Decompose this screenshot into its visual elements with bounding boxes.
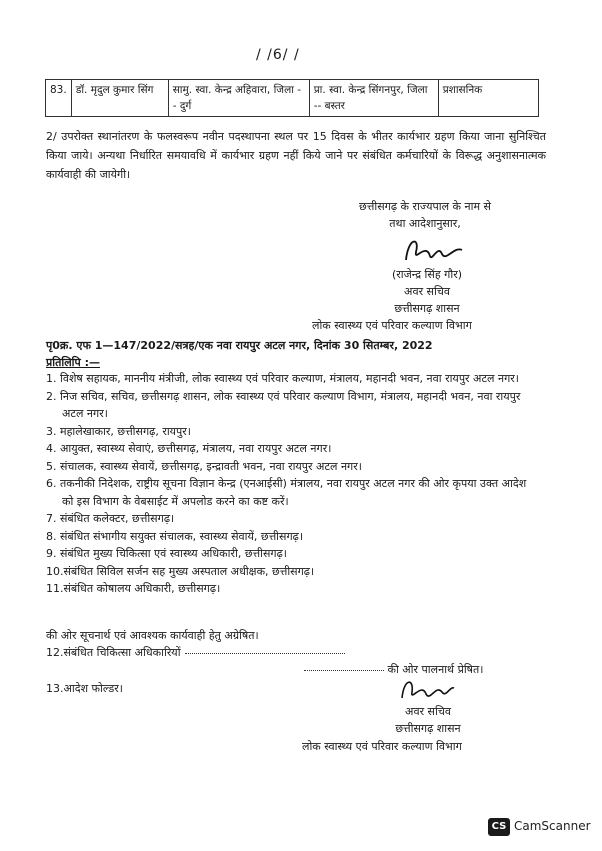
list-item: 9. संबंधित मुख्य चिकित्सा एवं स्वास्थ्य अधिकारी, छत्तीसगढ़। [46,547,287,560]
list-item: 4. आयुक्त, स्वास्थ्य सेवाएं, छत्तीसगढ़, मंत्रालय, नवा रायपुर अटल नगर। [46,442,332,455]
name-cell: डॉ. मृदुल कुमार सिंग [71,80,168,117]
signatory-2-designation: अवर सचिव [405,705,451,718]
signatory-name: (राजेन्द्र सिंह गौर) [392,268,462,281]
table-row [46,80,539,117]
instruction-paragraph: 2/ उपरोक्त स्थानांतरण के फलस्वरूप नवीन पदस्थापना स्थल पर 15 दिवस के भीतर कार्यभार ग्रहण किया जाना सुनिश्चित किया जाये। अन्यथा निर्धारित समयावधि में कार्यभार ग्रहण नहीं किये जाने पर संबंधित कर्मचारियों के विरूद्ध अनुशासनात्मक कार्यवाही की जायेगी। [46,130,546,181]
forward-note: की ओर सूचनार्थ एवं आवश्यक कार्यवाही हेतु अग्रेषित। [46,629,259,642]
camscanner-logo-icon: CS [488,818,510,836]
copy-list [46,370,536,598]
signatory-2-govt: छत्तीसगढ़ शासन [395,722,461,735]
signatory-1-dept: लोक स्वास्थ्य एवं परिवार कल्याण विभाग [312,319,472,332]
copy-heading: प्रतिलिपि :— [46,356,101,369]
transfer-table [45,79,539,117]
item-12 [46,644,556,661]
list-item: 3. महालेखाकार, छत्तीसगढ़, रायपुर। [46,424,191,438]
reason-cell: प्रशासनिक [438,80,538,117]
list-item: 5. संचालक, स्वास्थ्य सेवायें, छत्तीसगढ़, इन्द्रावती भवन, नवा रायपुर अटल नगर। [46,459,362,473]
from-cell: सामु. स्वा. केन्द्र अहिवारा, जिला -- दुर्ग [168,80,309,117]
serial-cell: 83. [46,80,72,117]
list-item: 2. निज सचिव, सचिव, छत्तीसगढ़ शासन, लोक स्वास्थ्य एवं परिवार कल्याण विभाग, मंत्रालय, महानदी भवन, नवा रायपुर अटल नगर। [46,389,521,420]
order-line: तथा आदेशानुसार, [389,217,461,230]
list-item: 1. विशेष सहायक, माननीय मंत्रीजी, लोक स्वास्थ्य एवं परिवार कल्याण, मंत्रालय, महानदी भवन, नवा रायपुर अटल नगर। [46,372,519,385]
signature-2 [396,672,456,706]
signatory-2-details [368,703,488,737]
order-reference: पृ0क्र. एफ 1—147/2022/सत्रह/एक नवा रायपुर अटल नगर, दिनांक 30 सितम्बर, 2022 [46,339,433,352]
list-item: 7. संबंधित कलेक्टर, छत्तीसगढ़। [46,512,175,525]
page-number: / /6/ / [256,47,300,63]
signature-1 [398,232,468,268]
dotted-fill [304,670,384,671]
signatory-govt: छत्तीसगढ़ शासन [394,302,460,315]
signatory-1-details [352,266,502,317]
list-item: 10.संबंधित सिविल सर्जन सह मुख्य अस्पताल अधीक्षक, छत्तीसगढ़। [46,564,315,578]
item-12-text: 12.संबंधित चिकित्सा अधिकारियों [46,646,181,659]
item-12-tail: की ओर पालनार्थ प्रेषित। [387,663,484,676]
item-13: 13.आदेश फोल्डर। [46,682,123,695]
list-item: 6. तकनीकी निदेशक, राष्ट्रीय सूचना विज्ञान केन्द्र (एनआईसी) मंत्रालय, नवा रायपुर अटल नगर की ओर कृपया उक्त आदेश को इस विभाग के वेबसाईट में अपलोड करने का कष्ट करें। [46,477,527,508]
to-cell: प्रा. स्वा. केन्द्र सिंगनपुर, जिला -- बस्तर [309,80,438,117]
signatory-block-1 [330,198,520,232]
authority-line: छत्तीसगढ़ के राज्यपाल के नाम से [359,200,491,213]
list-item: 11.संबंधित कोषालय अधिकारी, छत्तीसगढ़। [46,582,221,595]
signatory-2-dept: लोक स्वास्थ्य एवं परिवार कल्याण विभाग [302,740,462,753]
list-item: 8. संबंधित संभागीय सयुक्त संचालक, स्वास्थ्य सेवायें, छत्तीसगढ़। [46,529,304,543]
camscanner-label: CamScanner [514,819,591,833]
signatory-designation: अवर सचिव [404,285,450,298]
dotted-fill [185,653,345,654]
